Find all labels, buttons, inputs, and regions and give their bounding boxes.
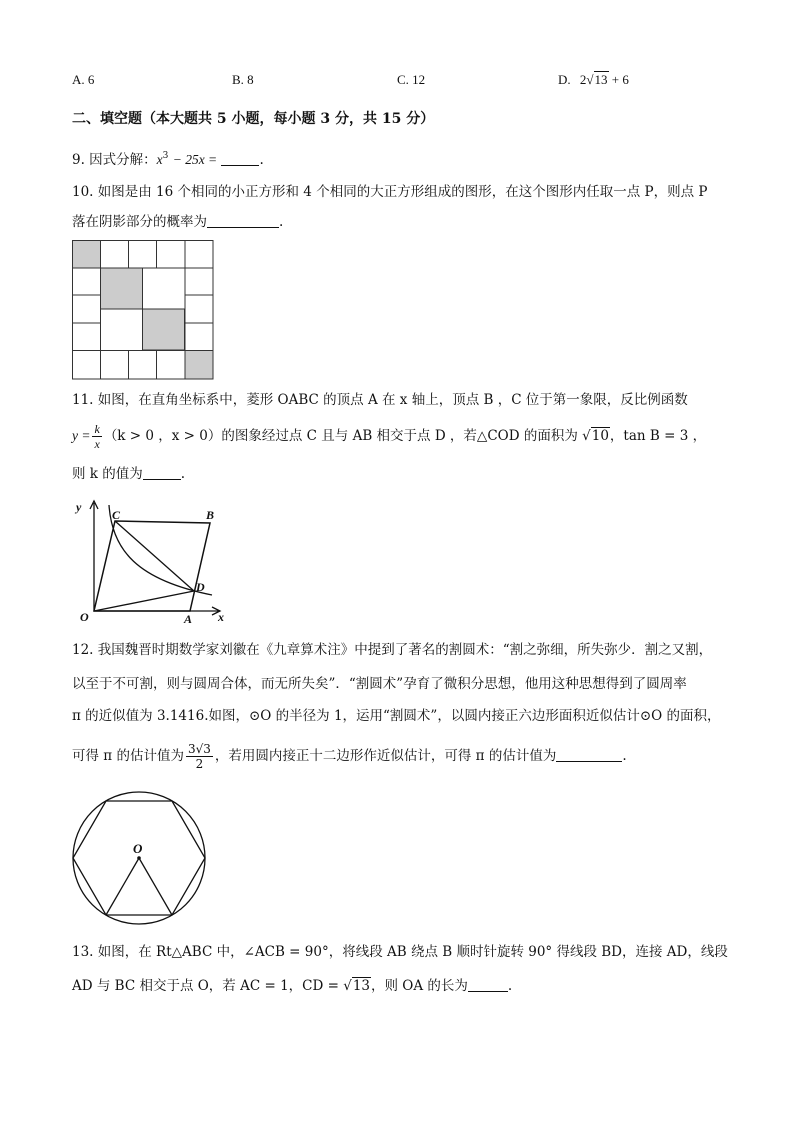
label-a: A — [184, 612, 193, 625]
q13-line1: 13. 如图，在 Rt△ABC 中，∠ACB = 90°，将线段 AB 绕点 B 顺时针旋转 90° 得线段 BD，连接 AD，线段 — [72, 944, 728, 960]
q11-answer-blank[interactable] — [143, 465, 181, 480]
radius-left — [106, 858, 139, 915]
q11-end: . — [180, 466, 186, 482]
rhombus-oabc — [94, 521, 210, 611]
label-o: O — [133, 841, 143, 856]
q12-answer-blank[interactable] — [556, 747, 622, 762]
option-d-sqrt: √13 — [586, 72, 608, 87]
q11-sqrt: √10 — [582, 428, 609, 444]
section-heading: 二、填空题（本大题共 5 小题，每小题 3 分，共 15 分） — [72, 111, 435, 127]
q13-sqrt: √13 — [343, 978, 371, 994]
label-c: C — [112, 508, 121, 522]
q12-line4 — [72, 738, 627, 774]
q12-frac-den: 2 — [195, 757, 204, 771]
q10-grid-figure — [72, 240, 214, 380]
q10-line2-text: 落在阴影部分的概率为 — [72, 214, 207, 230]
q10-line1: 10. 如图是由 16 个相同的小正方形和 4 个相同的大正方形组成的图形，在这个图形内任取一点 P，则点 P — [72, 184, 708, 200]
q11-frac-den: x — [94, 437, 100, 451]
q12-frac-num: 3√3 — [187, 742, 211, 756]
shaded-big-square-1 — [101, 268, 143, 309]
q12-end: . — [622, 748, 627, 764]
q11-line2-end: ，tan B = 3 ， — [609, 428, 707, 444]
center-point — [137, 856, 141, 860]
q13-line2-a: AD 与 BC 相交于点 O，若 AC = 1，CD = — [72, 978, 339, 994]
q10-answer-blank[interactable] — [207, 213, 279, 228]
option-b: B. 8 — [232, 72, 254, 87]
q9-expr-rest: − 25x = — [172, 152, 218, 167]
q11-line3 — [72, 464, 185, 484]
q11-line3-text: 则 k 的值为 — [72, 466, 143, 482]
segment-cd — [115, 521, 194, 591]
q13-end: . — [507, 978, 513, 994]
label-o: O — [80, 610, 89, 624]
q12-line4-b: ，若用圆内接正十二边形作近似估计，可得 π 的估计值为 — [214, 748, 557, 764]
q9-expr-x: x — [156, 152, 163, 167]
radius-right — [139, 858, 172, 915]
segment-od — [94, 591, 194, 611]
q10-end: . — [279, 214, 284, 230]
label-b: B — [206, 508, 215, 522]
q12-line2: 以至于不可割，则与圆周合体，而无所失矣”．“割圆术”孕育了微积分思想，他用这种思想得到了圆周率 — [72, 676, 687, 692]
q9-end: . — [259, 152, 264, 168]
q11-sqrt-val: 10 — [591, 428, 609, 444]
q11-line2-mid: （k > 0 ，x > 0）的图象经过点 C 且与 AB 相交于点 D ，若△COD 的面积为 — [103, 428, 578, 444]
option-d-suffix: + 6 — [611, 72, 629, 87]
question-9 — [72, 146, 264, 170]
q12-line4-a: 可得 π 的估计值为 — [72, 748, 184, 764]
q11-fraction — [92, 422, 101, 451]
label-y: y — [76, 500, 82, 514]
q12-figure — [70, 790, 210, 926]
option-c: C. 12 — [397, 72, 426, 87]
shaded-small-square-bottom-right — [185, 351, 213, 380]
q10-line2 — [72, 212, 283, 232]
q9-prefix: 9. 因式分解： — [72, 152, 157, 168]
q9-answer-blank[interactable] — [221, 151, 259, 166]
option-d-prefix: D. — [558, 72, 571, 87]
q9-expr-exp: 3 — [162, 151, 169, 161]
q11-figure — [72, 495, 232, 625]
option-d-coef: 2 — [579, 72, 587, 87]
q13-line2-b: ，则 OA 的长为 — [371, 978, 468, 994]
shaded-big-square-2 — [143, 309, 185, 350]
shaded-small-square-top-left — [73, 241, 101, 269]
q12-line3: π 的近似值为 3.1416.如图，⊙O 的半径为 1，运用“割圆术”，以圆内接正六边形面积近似估计⊙O 的面积， — [72, 708, 721, 724]
option-a: A. 6 — [72, 72, 95, 87]
q13-line2 — [72, 976, 512, 996]
q13-sqrt-val: 13 — [352, 978, 371, 994]
q12-line1: 12. 我国魏晋时期数学家刘徽在《九章算术注》中提到了著名的割圆术：“割之弥细，所失弥少．割之又割， — [72, 642, 713, 658]
q12-fraction — [186, 742, 213, 771]
q11-line1: 11. 如图，在直角坐标系中，菱形 OABC 的顶点 A 在 x 轴上，顶点 B ，C 位于第一象限，反比例函数 — [72, 392, 688, 408]
option-d-radicand: 13 — [594, 72, 608, 87]
q11-line2 — [72, 420, 706, 452]
q11-y-eq: y = — [72, 428, 91, 443]
q11-frac-num: k — [94, 422, 100, 436]
label-x: x — [218, 610, 224, 624]
q13-answer-blank[interactable] — [468, 977, 508, 992]
label-d: D — [196, 580, 205, 594]
option-d — [558, 72, 629, 88]
